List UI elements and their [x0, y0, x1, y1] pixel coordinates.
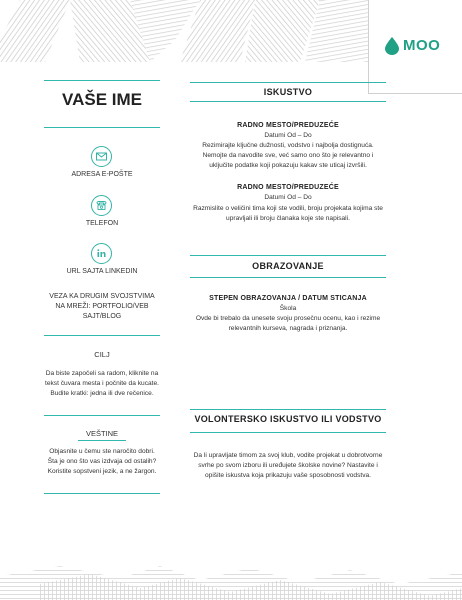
phone-icon	[91, 195, 112, 216]
skills-rule-top	[44, 415, 160, 416]
linkedin-label[interactable]: URL SAJTA LINKEDIN	[66, 268, 138, 275]
volunteer-description[interactable]: Da li upravljate timom za svoj klub, vodite projekat u dobrotvorne svrhe po svom izboru ili uređujete školske novine? Nastavite i opišite iskustva koja prikazuju vaše sposobnosti vodstva.	[193, 452, 383, 479]
phone-label[interactable]: TELEFON	[85, 220, 119, 227]
experience-rule-top	[190, 82, 386, 83]
education-rule-top	[190, 255, 386, 256]
email-icon	[91, 146, 112, 167]
logo-drop-icon	[385, 37, 399, 55]
name-rule-bottom	[44, 127, 160, 128]
education-title: OBRAZOVANJE	[252, 261, 324, 271]
objective-text[interactable]: Da biste započeli sa radom, kliknite na tekst čuvara mesta i počnite da kucate. Budite kratki: jedna ili dve rečenice.	[45, 370, 159, 397]
objective-title: CILJ	[94, 350, 110, 359]
education-description[interactable]: Ovde bi trebalo da unesete svoju prosečnu ocenu, kao i rezime relevantnih kurseva, nagrada i priznanja.	[195, 315, 381, 332]
job-description-1[interactable]: Rezimirajte ključne dužnosti, vodstvo i najbolja dostignuća. Nemojte da navodite sve, već samo ono što je relevantno i uključite podatke koji pokazuju kakav ste uticaj izvršili.	[202, 142, 374, 169]
job-dates-1[interactable]: Datumi Od – Do	[264, 132, 312, 139]
objective-rule	[44, 335, 160, 336]
linkedin-icon	[91, 243, 112, 264]
candidate-name: VAŠE IME	[62, 90, 142, 109]
moo-logo	[368, 0, 462, 94]
skills-text[interactable]: Objasnite u čemu ste naročito dobri. Šta je ono što vas izdvaja od ostalih? Koristite sopstveni jezik, a ne žargon.	[47, 448, 157, 475]
job-title-1[interactable]: RADNO MESTO/PREDUZEĆE	[237, 122, 339, 129]
experience-rule-bottom	[190, 101, 386, 102]
education-degree[interactable]: STEPEN OBRAZOVANJA / DATUM STICANJA	[209, 295, 367, 302]
decorative-pattern-bottom	[0, 566, 462, 600]
job-title-2[interactable]: RADNO MESTO/PREDUZEĆE	[237, 184, 339, 191]
job-description-2[interactable]: Razmislite o veličini tima koji ste vodili, broju projekata kojima ste upravljali ili broju članaka koje ste napisali.	[193, 205, 383, 222]
volunteer-rule-top	[190, 409, 386, 410]
name-rule-top	[44, 80, 160, 81]
skills-title: VEŠTINE	[85, 429, 119, 438]
education-school[interactable]: Škola	[279, 305, 297, 312]
volunteer-title: VOLONTERSKO ISKUSTVO ILI VODSTVO	[194, 414, 382, 424]
sidebar-rule-bottom	[44, 493, 160, 494]
experience-title: ISKUSTVO	[263, 87, 313, 97]
logo-text: MOO	[403, 37, 441, 54]
online-links-text[interactable]: VEZA KA DRUGIM SVOJSTVIMA NA MREŽI: PORTFOLIO/VEB SAJT/BLOG	[49, 293, 155, 320]
education-rule-bottom	[190, 277, 386, 278]
job-dates-2[interactable]: Datumi Od – Do	[264, 194, 312, 201]
volunteer-rule-bottom	[190, 432, 386, 433]
decorative-pattern-top	[0, 0, 368, 62]
skills-rule-short	[78, 440, 126, 441]
email-label[interactable]: ADRESA E-POŠTE	[71, 171, 133, 178]
